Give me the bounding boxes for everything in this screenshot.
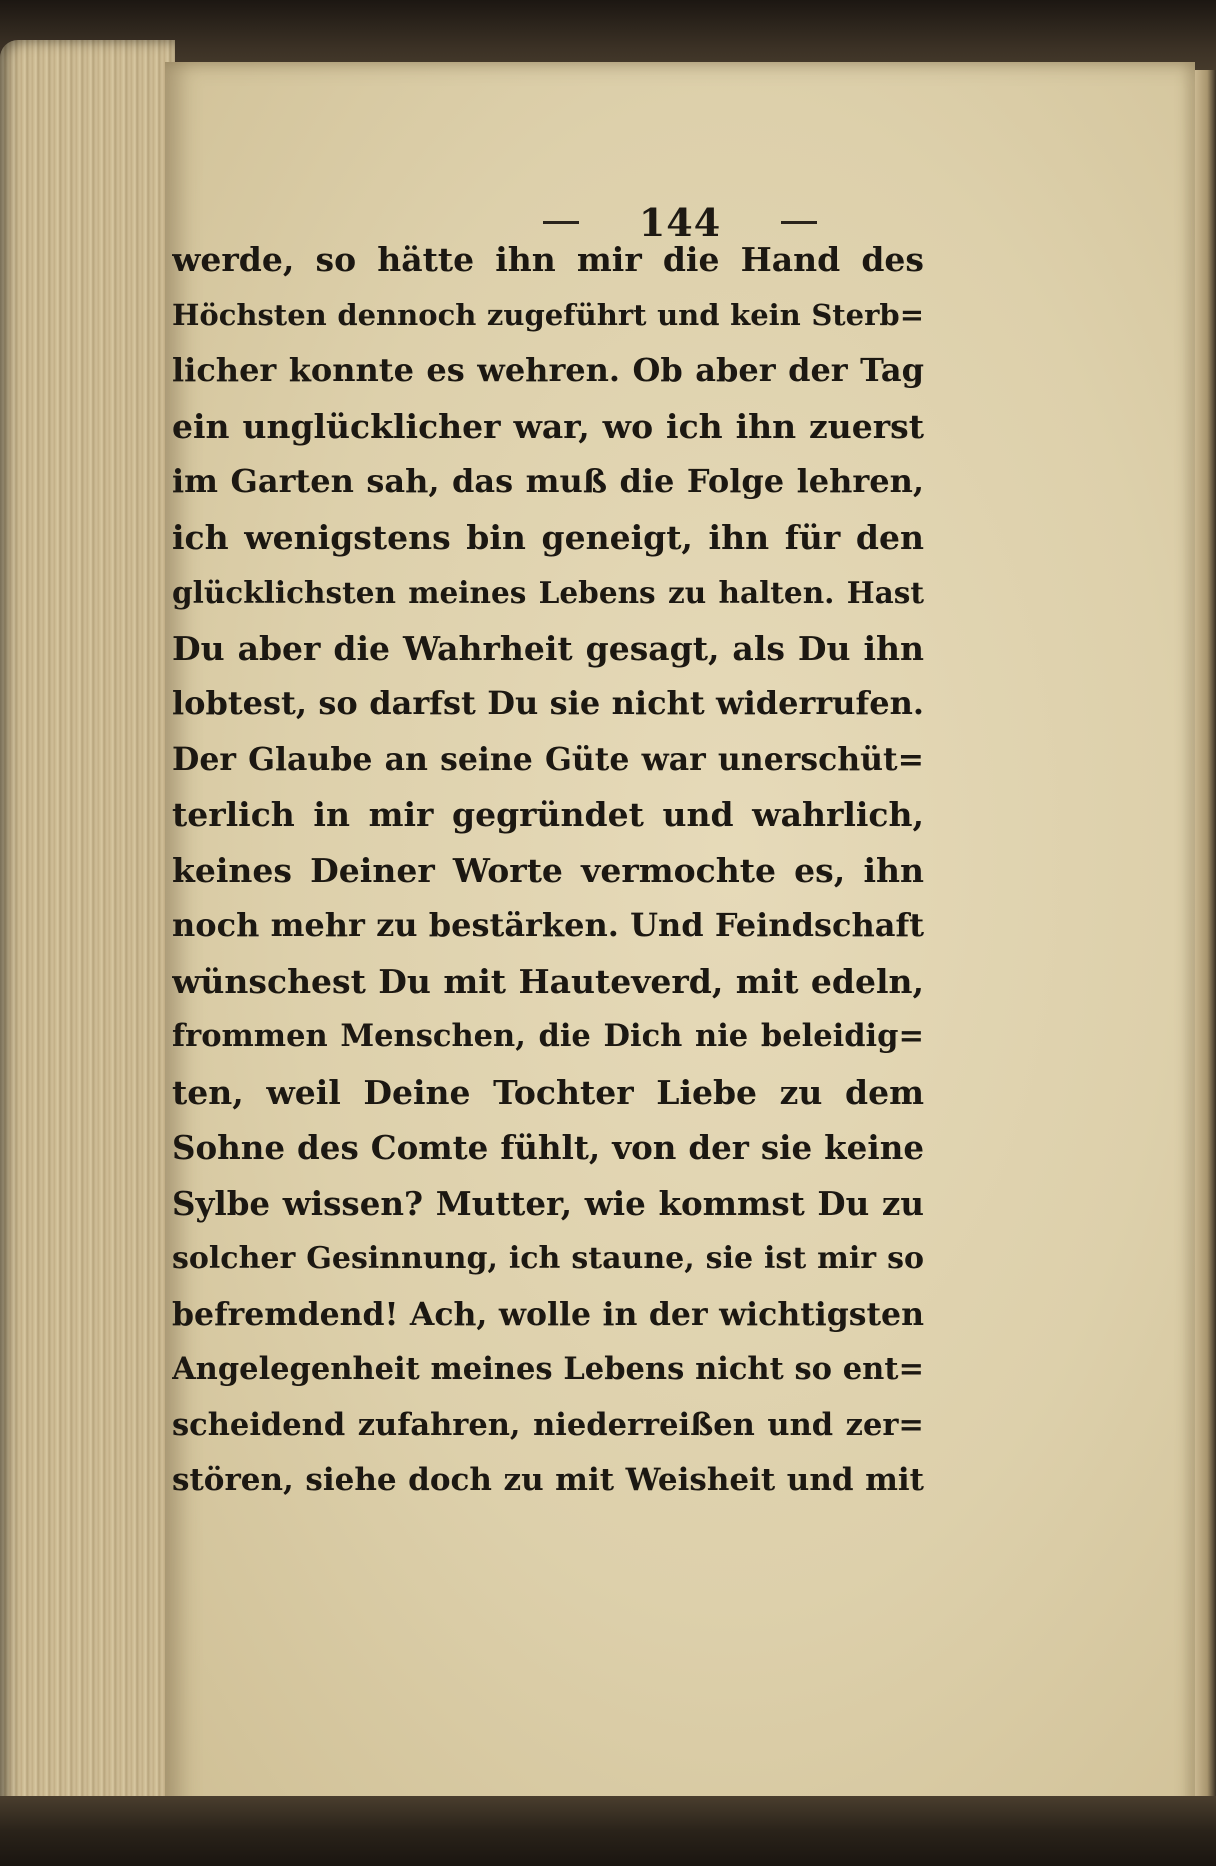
text-line: Höchsten dennoch zugeführt und kein Sterb=: [172, 297, 924, 332]
text-line: ten, weil Deine Tochter Liebe zu dem: [172, 1072, 924, 1112]
text-line: glücklichsten meines Lebens zu halten. Hast: [172, 575, 924, 610]
page-number: 144: [638, 200, 722, 245]
page-stack-edge: [0, 40, 175, 1830]
book-right-edge: [1194, 70, 1216, 1810]
text-line: Der Glaube an seine Güte war unerschüt=: [172, 740, 924, 778]
text-line: befremdend! Ach, wolle in der wichtigsten: [172, 1295, 924, 1333]
text-line: licher konnte es wehren. Ob aber der Tag: [172, 351, 924, 389]
text-line: keines Deiner Worte vermochte es, ihn: [172, 850, 924, 890]
text-line: noch mehr zu bestärken. Und Feindschaft: [172, 906, 924, 944]
text-line: Du aber die Wahrheit gesagt, als Du ihn: [172, 628, 924, 668]
text-line: Angelegenheit meines Lebens nicht so ent=: [172, 1351, 924, 1387]
text-line: Sylbe wissen? Mutter, wie kommst Du zu: [172, 1183, 924, 1223]
text-line: solcher Gesinnung, ich staune, sie ist mir so: [172, 1241, 924, 1276]
text-line: werde, so hätte ihn mir die Hand des: [172, 240, 924, 279]
text-line: ich wenigstens bin geneigt, ihn für den: [172, 517, 924, 557]
header-dash-right: [781, 221, 817, 224]
text-line: stören, siehe doch zu mit Weisheit und mit: [172, 1462, 924, 1498]
text-line: im Garten sah, das muß die Folge lehren,: [172, 462, 924, 500]
text-line: terlich in mir gegründet und wahrlich,: [172, 795, 924, 834]
body-text: [172, 232, 924, 1509]
text-line: scheidend zufahren, niederreißen und zer=: [172, 1406, 924, 1443]
text-line: ein unglücklicher war, wo ich ihn zuerst: [172, 406, 924, 446]
book-binding-bottom: [0, 1796, 1216, 1866]
header-dash-left: [543, 221, 579, 224]
text-line: lobtest, so darfst Du sie nicht widerrufen.: [172, 684, 924, 722]
text-line: wünschest Du mit Hauteverd, mit edeln,: [172, 961, 924, 1001]
text-line: Sohne des Comte fühlt, von der sie keine: [172, 1128, 924, 1167]
text-line: frommen Menschen, die Dich nie beleidig=: [172, 1018, 924, 1054]
